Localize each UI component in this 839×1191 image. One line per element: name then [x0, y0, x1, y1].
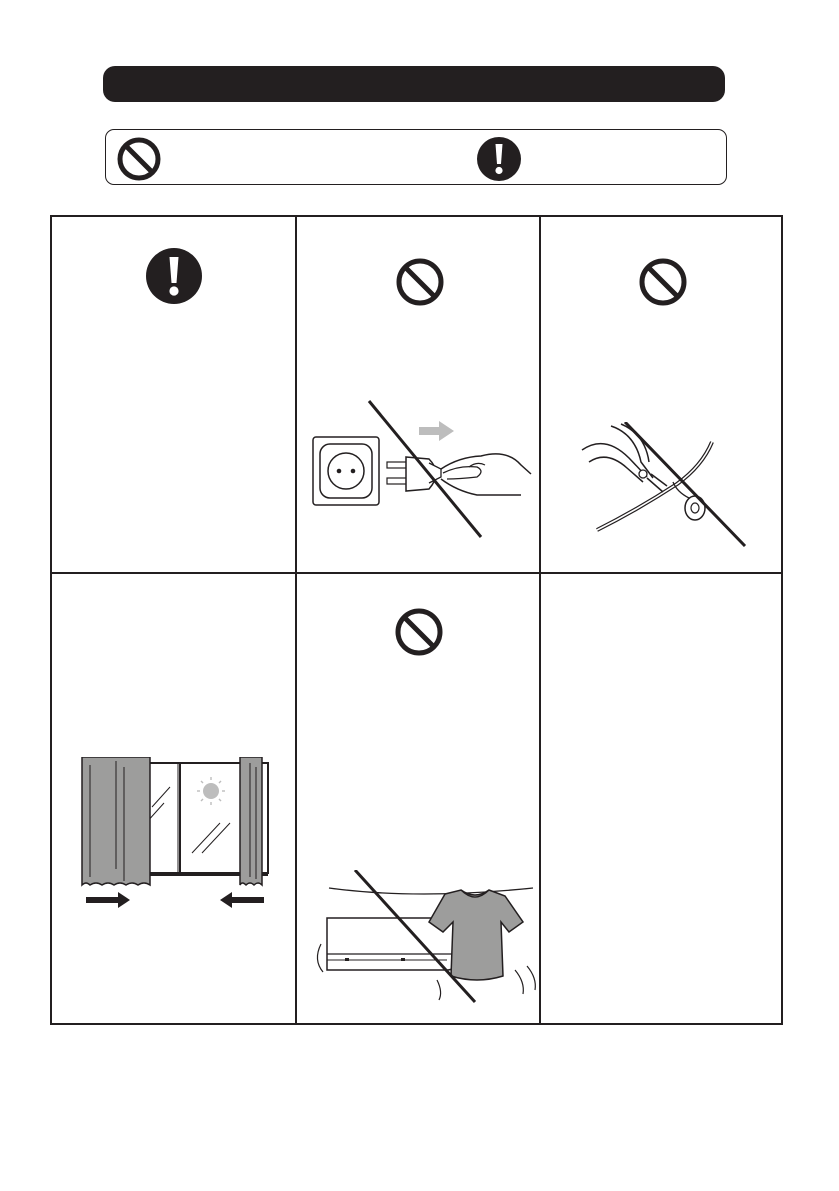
section-title-bar	[103, 66, 725, 102]
grid-cell-4	[52, 574, 295, 1023]
grid-cell-6	[541, 574, 783, 1023]
prohibition-icon	[116, 136, 162, 182]
grid-cell-1	[52, 217, 295, 572]
grid-cell-2	[297, 217, 539, 572]
grid-cell-5	[297, 574, 539, 1023]
grid-cell-3	[541, 217, 783, 572]
mandatory-action-icon	[145, 247, 203, 305]
prohibition-icon	[395, 257, 445, 307]
splicing-cord-illustration	[577, 422, 752, 547]
mandatory-action-icon	[476, 136, 522, 182]
prohibition-icon	[638, 257, 688, 307]
instruction-grid	[50, 215, 783, 1025]
symbol-legend	[105, 129, 727, 185]
curtains-illustration	[80, 757, 270, 917]
clothing-on-air-conditioner-illustration	[297, 870, 539, 1020]
prohibition-icon	[394, 607, 444, 657]
pulling-plug-illustration	[309, 399, 539, 549]
